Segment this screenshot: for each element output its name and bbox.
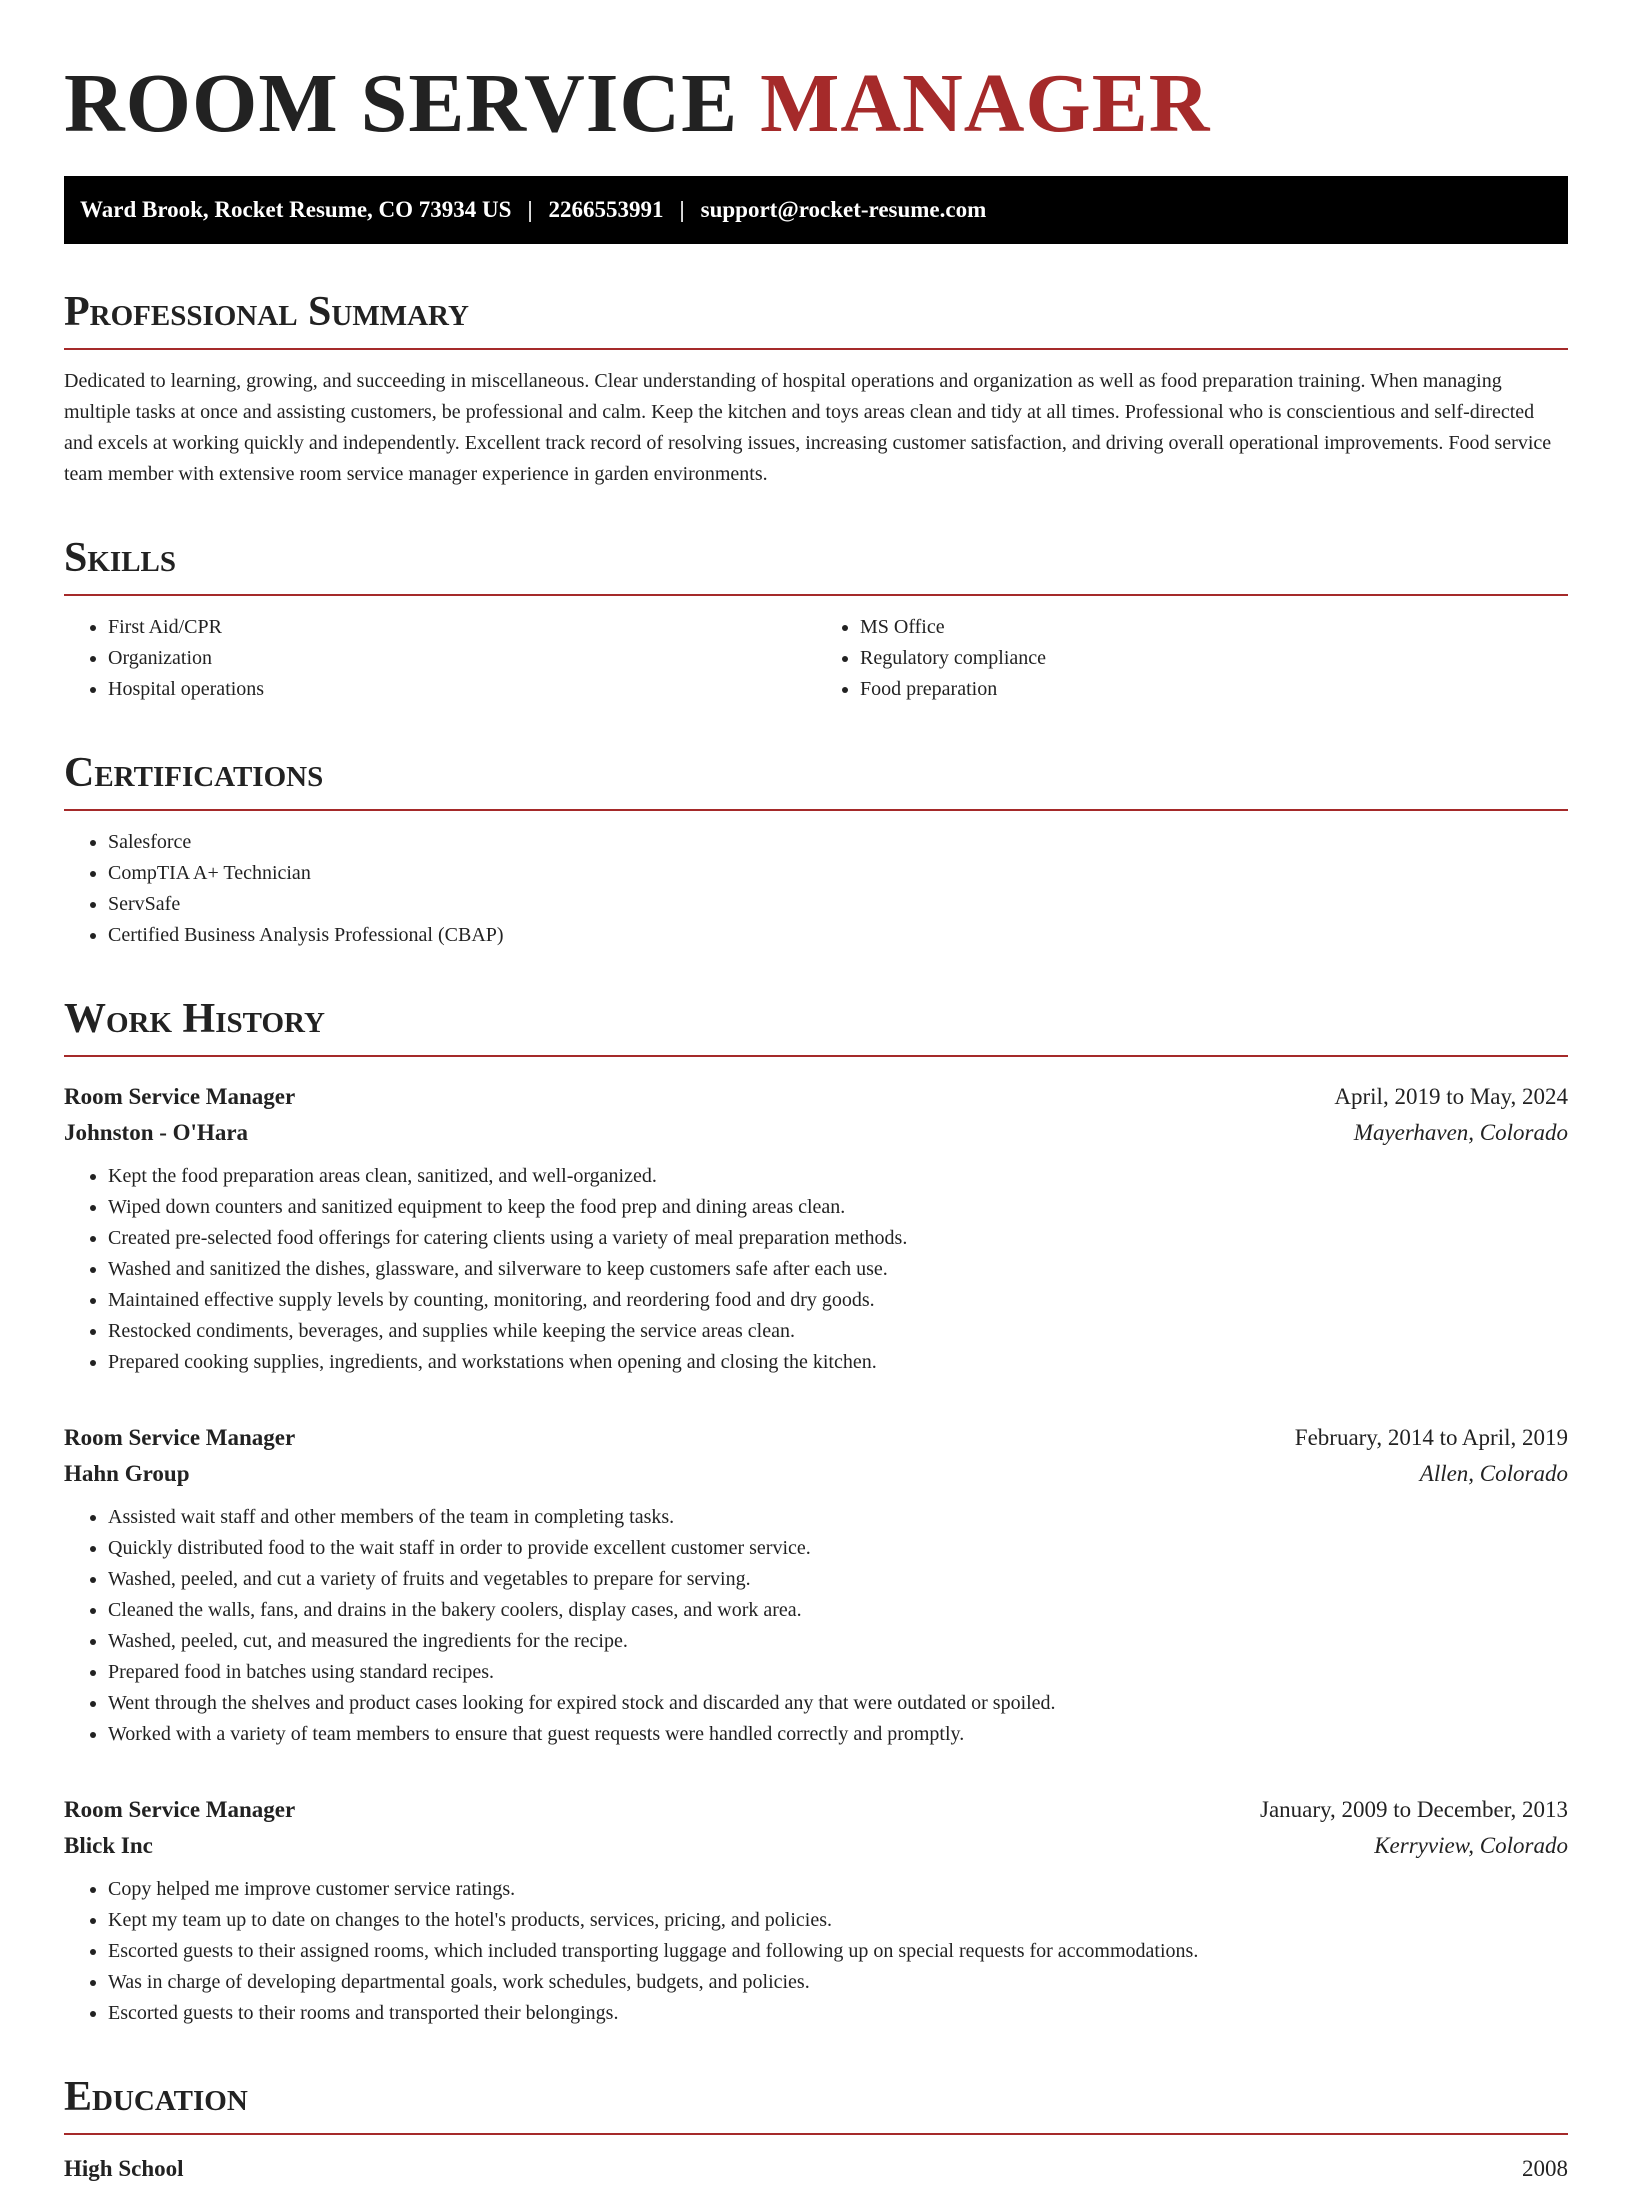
contact-address: Ward Brook, Rocket Resume, CO 73934 US	[80, 197, 512, 222]
skill-item: • Organization	[108, 643, 816, 674]
job-duties-list	[64, 1502, 1568, 1750]
education-entry	[64, 2151, 1568, 2187]
certifications-list	[64, 827, 1568, 951]
skill-item: • First Aid/CPR	[108, 612, 816, 643]
contact-phone: 2266553991	[548, 197, 664, 222]
job-duty: • Maintained effective supply levels by counting, monitoring, and reordering food and dry goods.	[108, 1285, 1568, 1316]
job-subheader-row	[64, 1828, 1568, 1864]
contact-bar	[64, 176, 1568, 244]
job-title: Room Service Manager	[64, 1797, 296, 1822]
job-title: Room Service Manager	[64, 1084, 296, 1109]
job-header-row	[64, 1420, 1568, 1456]
job-location: Mayerhaven, Colorado	[1353, 1120, 1568, 1145]
job-entry	[64, 1420, 1568, 1750]
job-duty: • Restocked condiments, beverages, and supplies while keeping the service areas clean.	[108, 1316, 1568, 1347]
certification-item: • ServSafe	[108, 889, 1568, 920]
job-duty: • Escorted guests to their rooms and transported their belongings.	[108, 1998, 1568, 2029]
skill-item: • Regulatory compliance	[860, 643, 1568, 674]
job-duty: • Copy helped me improve customer service ratings.	[108, 1874, 1568, 1905]
job-company: Blick Inc	[64, 1833, 153, 1858]
job-duty: • Washed, peeled, cut, and measured the ingredients for the recipe.	[108, 1626, 1568, 1657]
contact-email: support@rocket-resume.com	[700, 197, 987, 222]
job-header-row	[64, 1079, 1568, 1115]
job-duty: • Washed and sanitized the dishes, glassware, and silverware to keep customers safe after each use.	[108, 1254, 1568, 1285]
skill-item: • Food preparation	[860, 674, 1568, 705]
job-duty: • Prepared food in batches using standard recipes.	[108, 1657, 1568, 1688]
job-duty: • Prepared cooking supplies, ingredients, and workstations when opening and closing the kitchen.	[108, 1347, 1568, 1378]
certification-item: • Salesforce	[108, 827, 1568, 858]
resume-title	[64, 56, 1568, 152]
job-duty: • Wiped down counters and sanitized equipment to keep the food prep and dining areas clean.	[108, 1192, 1568, 1223]
contact-separator: |	[527, 197, 533, 222]
job-duty: • Worked with a variety of team members to ensure that guest requests were handled correctly and promptly.	[108, 1719, 1568, 1750]
job-duty: • Escorted guests to their assigned rooms, which included transporting luggage and following up on special requests for accommodations.	[108, 1936, 1568, 1967]
contact-separator: |	[679, 197, 685, 222]
skill-item: • MS Office	[860, 612, 1568, 643]
job-subheader-row	[64, 1456, 1568, 1492]
job-location: Kerryview, Colorado	[1374, 1833, 1568, 1858]
job-title: Room Service Manager	[64, 1425, 296, 1450]
job-duty: • Was in charge of developing departmental goals, work schedules, budgets, and policies.	[108, 1967, 1568, 1998]
certification-item: • Certified Business Analysis Professional (CBAP)	[108, 920, 1568, 951]
work-history-heading: Work History	[64, 995, 1568, 1057]
job-dates: April, 2019 to May, 2024	[1334, 1084, 1568, 1109]
job-company: Hahn Group	[64, 1461, 190, 1486]
job-duty: • Washed, peeled, and cut a variety of fruits and vegetables to prepare for serving.	[108, 1564, 1568, 1595]
job-duty: • Cleaned the walls, fans, and drains in the bakery coolers, display cases, and work area.	[108, 1595, 1568, 1626]
education-heading: Education	[64, 2073, 1568, 2135]
summary-heading: Professional Summary	[64, 288, 1568, 350]
job-duty: • Quickly distributed food to the wait staff in order to provide excellent customer service.	[108, 1533, 1568, 1564]
job-dates: February, 2014 to April, 2019	[1294, 1425, 1568, 1450]
job-duty: • Assisted wait staff and other members of the team in completing tasks.	[108, 1502, 1568, 1533]
title-part-1: ROOM SERVICE	[64, 57, 739, 150]
job-duties-list	[64, 1161, 1568, 1378]
skills-list-right	[816, 612, 1568, 705]
education-row	[64, 2151, 1568, 2187]
job-duty: • Kept the food preparation areas clean, sanitized, and well-organized.	[108, 1161, 1568, 1192]
job-subheader-row	[64, 1115, 1568, 1151]
certification-item: • CompTIA A+ Technician	[108, 858, 1568, 889]
job-company: Johnston - O'Hara	[64, 1120, 249, 1145]
skills-list-left	[64, 612, 816, 705]
job-entry	[64, 1792, 1568, 2029]
job-duty: • Kept my team up to date on changes to the hotel's products, services, pricing, and policies.	[108, 1905, 1568, 1936]
education-degree: High School	[64, 2156, 184, 2181]
summary-text: Dedicated to learning, growing, and succeeding in miscellaneous. Clear understanding of hospital operations and organization as well as food preparation training. When managing multiple tasks at once and assisting customers, be professional and calm. Keep the kitchen and toys areas clean and tidy at all times. Professional who is conscientious and self-directed and excels at working quickly and independently. Excellent track record of resolving issues, increasing customer satisfaction, and driving overall operational improvements. Food service team member with extensive room service manager experience in garden environments.	[64, 370, 1552, 485]
job-entry	[64, 1079, 1568, 1378]
job-location: Allen, Colorado	[1419, 1461, 1568, 1486]
title-part-2: MANAGER	[760, 57, 1211, 150]
skills-heading: Skills	[64, 534, 1568, 596]
job-header-row	[64, 1792, 1568, 1828]
job-duty: • Went through the shelves and product cases looking for expired stock and discarded any that were outdated or spoiled.	[108, 1688, 1568, 1719]
education-year: 2008	[1522, 2156, 1568, 2181]
job-dates: January, 2009 to December, 2013	[1260, 1797, 1568, 1822]
skill-item: • Hospital operations	[108, 674, 816, 705]
job-duty: • Created pre-selected food offerings for catering clients using a variety of meal preparation methods.	[108, 1223, 1568, 1254]
certifications-heading: Certifications	[64, 749, 1568, 811]
skills-grid	[64, 596, 1568, 705]
job-duties-list	[64, 1874, 1568, 2029]
